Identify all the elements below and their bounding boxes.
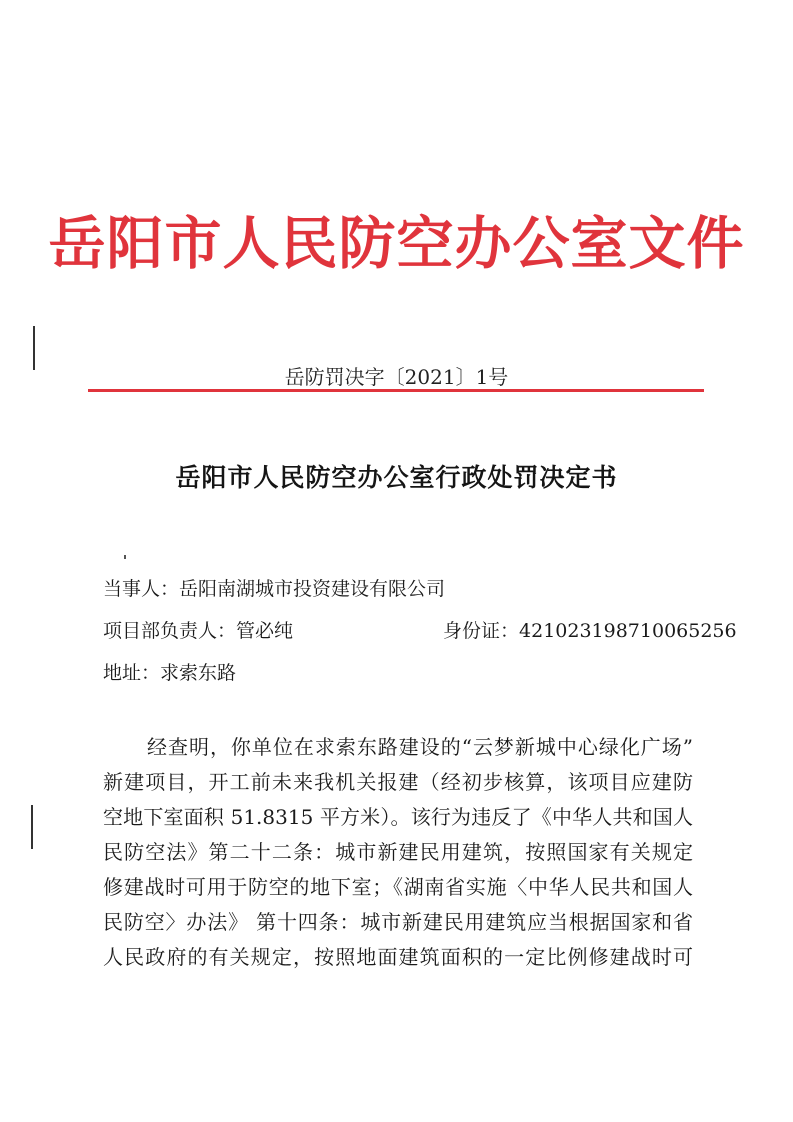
stray-dot (124, 555, 126, 559)
body-line: 经查明，你单位在求索东路建设的“云梦新城中心绿化广场” (147, 735, 693, 759)
body-line: 民防空〉办法》 第十四条：城市新建民用建筑应当根据国家和省 (103, 910, 693, 934)
address-value: 求索东路 (160, 662, 237, 684)
id-number: 421023198710065256 (519, 620, 737, 642)
body-line: 民防空法》第二十二条：城市新建民用建筑，按照国家有关规定 (103, 840, 693, 864)
binding-mark-bottom (31, 805, 33, 849)
body-line: 空地下室面积 51.8315 平方米）。该行为违反了《中华人共和国人 (103, 805, 693, 829)
red-separator-line (88, 389, 704, 392)
address-line (103, 658, 236, 685)
party-label: 当事人： (103, 578, 180, 600)
manager-line (103, 616, 737, 643)
party-name: 岳阳南湖城市投资建设有限公司 (179, 578, 446, 600)
manager-label: 项目部负责人： (103, 620, 237, 642)
id-label: 身份证： (443, 620, 520, 642)
agency-document-title: 岳阳市人民防空办公室文件 (48, 210, 745, 277)
manager-name: 管必纯 (236, 620, 294, 642)
decision-title: 岳阳市人民防空办公室行政处罚决定书 (175, 463, 618, 492)
body-line: 修建战时可用于防空的地下室；《湖南省实施〈中华人民共和国人 (103, 875, 693, 899)
body-line: 人民政府的有关规定，按照地面建筑面积的一定比例修建战时可 (103, 945, 693, 969)
findings-paragraph (103, 731, 715, 991)
document-number: 岳防罚决字〔2021〕1号 (284, 365, 509, 389)
address-label: 地址： (103, 662, 161, 684)
body-line: 新建项目，开工前未来我机关报建（经初步核算，该项目应建防 (103, 770, 693, 794)
party-line (103, 574, 445, 601)
id-group (443, 616, 737, 643)
